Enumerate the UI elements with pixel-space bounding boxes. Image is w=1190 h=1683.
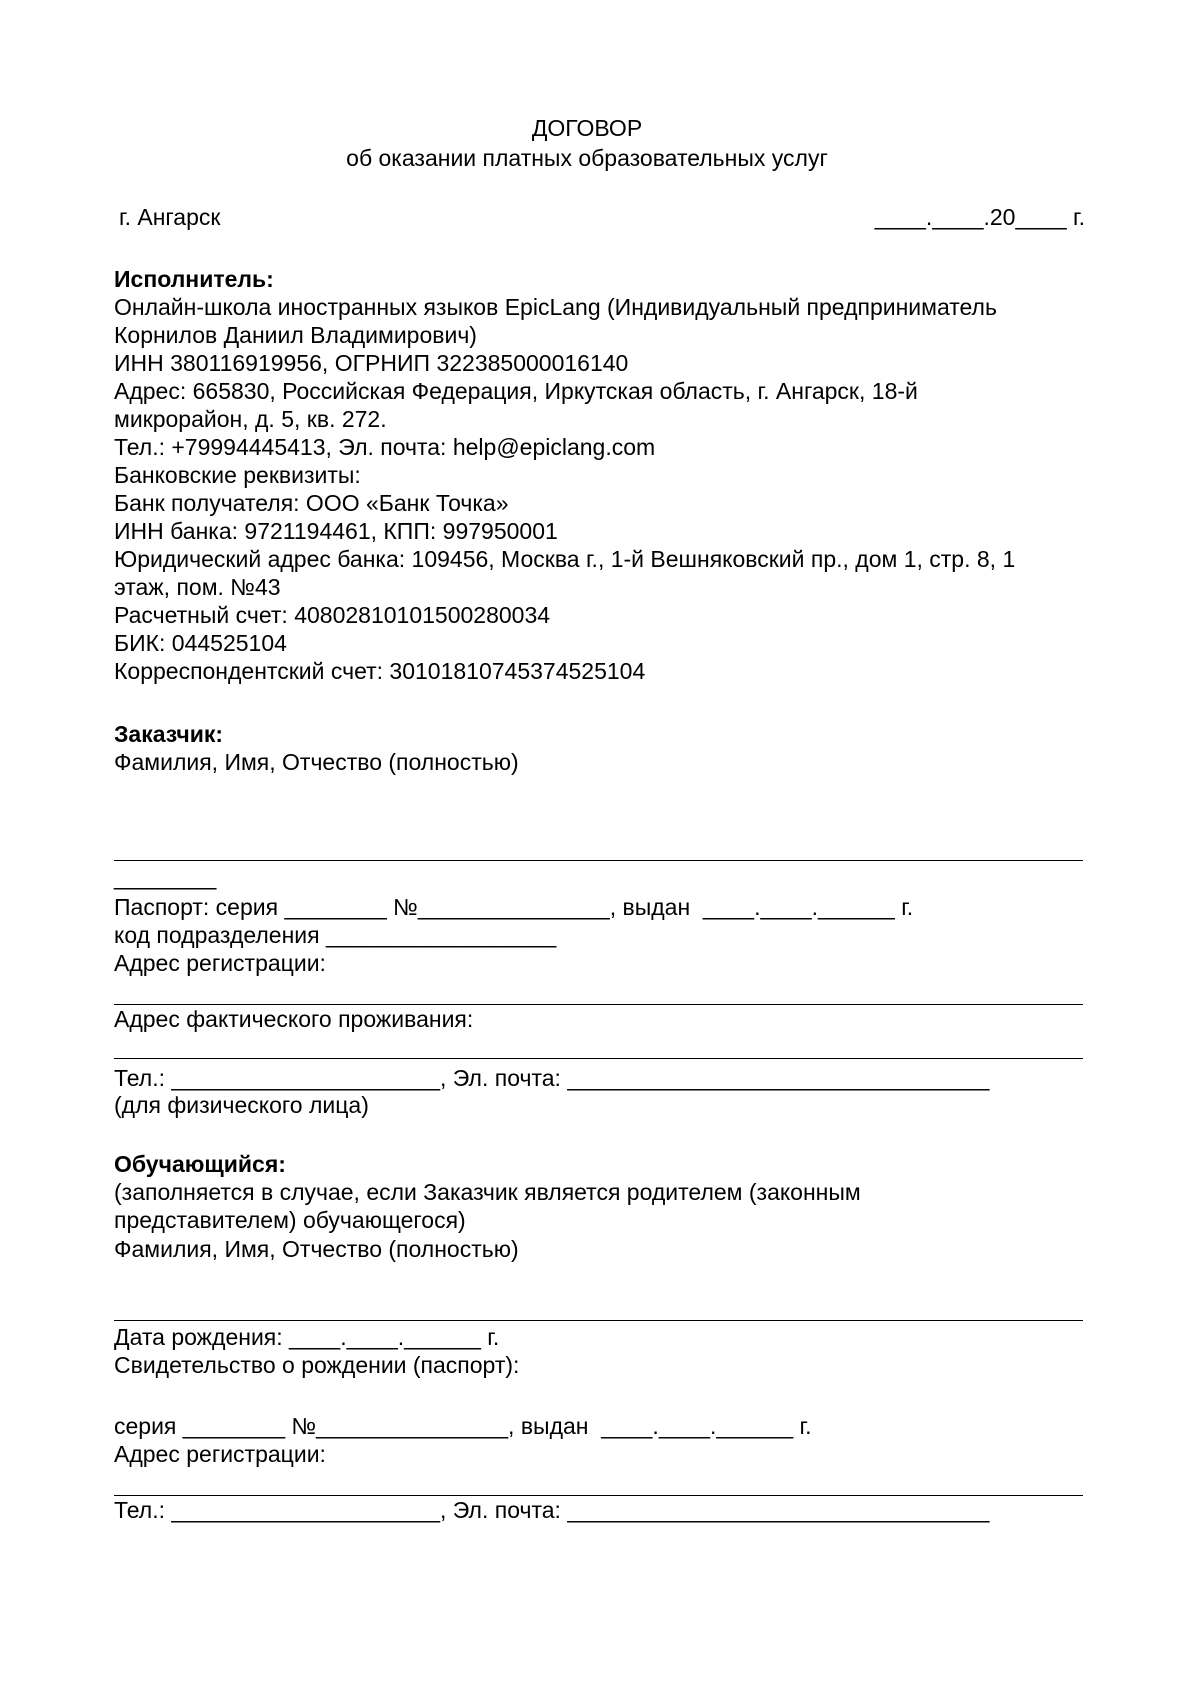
customer-fio-label: Фамилия, Имя, Отчество (полностью) (114, 749, 519, 775)
student-certificate-label: Свидетельство о рождении (паспорт): (114, 1352, 520, 1378)
executor-line: Корреспондентский счет: 30101810745374525104 (114, 658, 646, 684)
document-subtitle: об оказании платных образовательных услуг (346, 145, 828, 171)
executor-line: Корнилов Даниил Владимирович) (114, 322, 477, 348)
executor-line: ИНН банка: 9721194461, КПП: 997950001 (114, 518, 558, 544)
customer-heading: Заказчик: (114, 721, 224, 747)
student-note-2: представителем) обучающегося) (114, 1207, 466, 1233)
contract-date-field[interactable]: ____.____.20____ г. (874, 204, 1085, 230)
customer-reg-address-label: Адрес регистрации: (114, 950, 326, 976)
executor-line: Адрес: 665830, Российская Федерация, Иркутская область, г. Ангарск, 18-й (114, 378, 918, 404)
student-heading: Обучающийся: (114, 1151, 286, 1177)
student-series-field[interactable]: серия ________ №_______________, выдан ____.____.______ г. (114, 1413, 812, 1439)
executor-line: ИНН 380116919956, ОГРНИП 322385000016140 (114, 350, 629, 376)
executor-line: БИК: 044525104 (114, 630, 287, 656)
student-birth-date-field[interactable]: Дата рождения: ____.____.______ г. (114, 1324, 500, 1350)
student-fio-line[interactable] (114, 1320, 1083, 1321)
student-fio-label: Фамилия, Имя, Отчество (полностью) (114, 1236, 519, 1262)
executor-line: этаж, пом. №43 (114, 574, 281, 600)
executor-line: Онлайн-школа иностранных языков EpicLang (Индивидуальный предприниматель (114, 294, 997, 320)
customer-contacts-field[interactable]: Тел.: _____________________, Эл. почта: _________________________________ (114, 1065, 990, 1091)
customer-division-code-field[interactable]: код подразделения __________________ (114, 922, 557, 948)
student-reg-address-label: Адрес регистрации: (114, 1441, 326, 1467)
executor-line: Тел.: +79994445413, Эл. почта: help@epiclang.com (114, 434, 656, 460)
executor-line: Юридический адрес банка: 109456, Москва г., 1-й Вешняковский пр., дом 1, стр. 8, 1 (114, 546, 1016, 572)
executor-heading: Исполнитель: (114, 266, 274, 292)
document-title: ДОГОВОР (531, 115, 643, 141)
executor-line: Банк получателя: ООО «Банк Точка» (114, 490, 509, 516)
executor-line: микрорайон, д. 5, кв. 272. (114, 406, 387, 432)
customer-fio-line[interactable] (114, 860, 1083, 861)
executor-line: Расчетный счет: 40802810101500280034 (114, 602, 551, 628)
customer-actual-address-label: Адрес фактического проживания: (114, 1006, 474, 1032)
customer-passport-field[interactable]: Паспорт: серия ________ №_______________, выдан ____.____.______ г. (114, 894, 914, 920)
customer-actual-address-line[interactable] (114, 1058, 1083, 1059)
city: г. Ангарск (119, 204, 221, 230)
customer-note: (для физического лица) (114, 1092, 369, 1118)
executor-line: Банковские реквизиты: (114, 462, 361, 488)
student-note-1: (заполняется в случае, если Заказчик является родителем (законным (114, 1179, 861, 1205)
customer-fio-line-continued[interactable]: ________ (114, 864, 217, 890)
student-contacts-field[interactable]: Тел.: _____________________, Эл. почта: _________________________________ (114, 1497, 990, 1523)
